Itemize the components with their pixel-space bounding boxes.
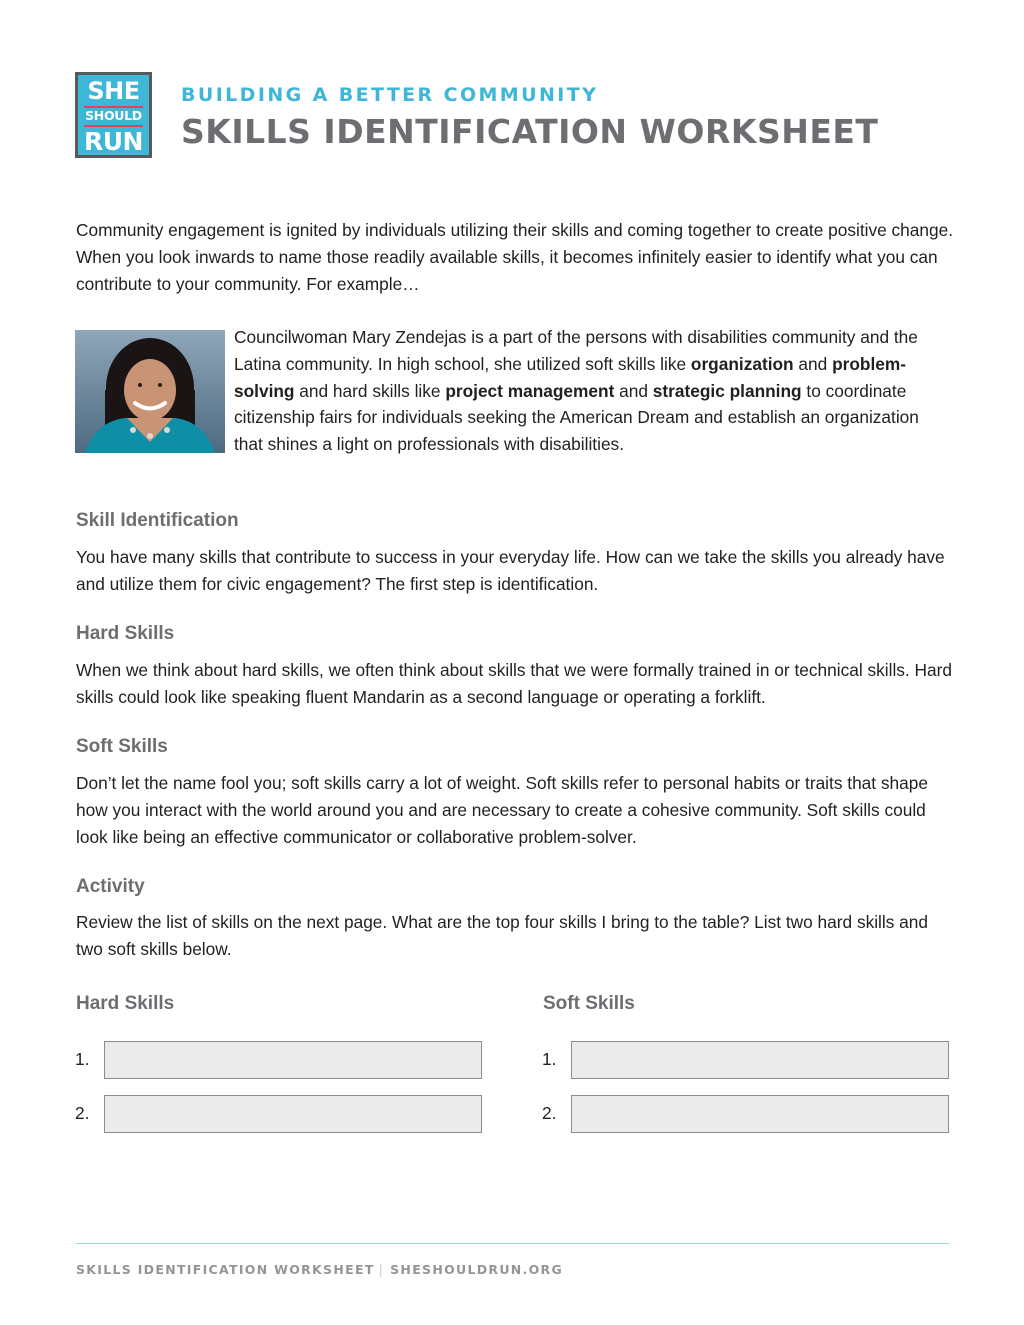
- header-kicker: BUILDING A BETTER COMMUNITY: [181, 84, 599, 106]
- page-title: SKILLS IDENTIFICATION WORKSHEET: [181, 112, 879, 151]
- example-text: and: [793, 353, 833, 374]
- example-bold-organization: organization: [690, 353, 794, 374]
- example-bold-strategic-planning: strategic planning: [652, 380, 802, 401]
- example-bold-problem-solving: problem-solving: [234, 353, 906, 401]
- section-body-hard-skills: When we think about hard skills, we often think about skills that we were formally trained in or technical skills. Hard skills could look like speaking fluent Mandarin as a second language or operating a forklift.: [76, 660, 952, 707]
- she-should-run-logo: [75, 72, 152, 158]
- section-heading-activity: Activity: [76, 876, 145, 897]
- hard-skill-number-1: 1.: [75, 1049, 90, 1069]
- form-heading-hard-skills: Hard Skills: [76, 993, 175, 1014]
- footer-doc-title: SKILLS IDENTIFICATION WORKSHEET: [76, 1262, 375, 1277]
- section-body-activity: Review the list of skills on the next page. What are the top four skills I bring to the table? List two hard skills and two soft skills below.: [76, 912, 929, 959]
- footer-divider: [76, 1243, 949, 1244]
- section-body-soft-skills: Don’t let the name fool you; soft skills carry a lot of weight. Soft skills refer to personal habits or traits that shape how you interact with the world around you and are necessary to create a cohesive community. Soft skills could look like being an effective communicator or collaborative problem-solver.: [76, 773, 928, 847]
- soft-skill-number-1: 1.: [542, 1049, 557, 1069]
- soft-skill-field-1[interactable]: [571, 1041, 949, 1079]
- soft-skill-field-2[interactable]: [571, 1095, 949, 1133]
- example-paragraph: [234, 324, 934, 458]
- example-bold-project-management: project management: [445, 380, 615, 401]
- footer-separator: |: [378, 1262, 385, 1277]
- section-heading-hard-skills: Hard Skills: [76, 623, 175, 644]
- example-text: and hard skills like: [294, 380, 446, 401]
- hard-skill-number-2: 2.: [75, 1103, 90, 1123]
- section-heading-soft-skills: Soft Skills: [76, 736, 168, 757]
- hard-skill-field-1[interactable]: [104, 1041, 482, 1079]
- logo-line-she: SHE: [87, 77, 140, 105]
- logo-line-run: RUN: [84, 127, 143, 156]
- section-heading-skill-identification: Skill Identification: [76, 510, 239, 531]
- hard-skill-field-2[interactable]: [104, 1095, 482, 1133]
- footer: [76, 1262, 563, 1277]
- form-heading-soft-skills: Soft Skills: [543, 993, 635, 1014]
- soft-skill-number-2: 2.: [542, 1103, 557, 1123]
- councilwoman-photo: [75, 330, 225, 453]
- footer-website-link[interactable]: SHESHOULDRUN.ORG: [390, 1262, 564, 1277]
- example-text: and: [614, 380, 653, 401]
- section-body-skill-identification: You have many skills that contribute to success in your everyday life. How can we take the skills you already have and utilize them for civic engagement? The first step is identification.: [76, 547, 945, 594]
- example-text: Councilwoman Mary Zendejas is a part of the persons with disabilities community and the Latina community. In high school, she utilized soft skills like: [234, 327, 918, 374]
- example-text: to coordinate citizenship fairs for individuals seeking the American Dream and establish an organization that shines a light on professionals with disabilities.: [234, 380, 919, 455]
- logo-line-should: SHOULD: [85, 108, 142, 123]
- portrait-illustration: [75, 330, 225, 453]
- intro-paragraph: Community engagement is ignited by individuals utilizing their skills and coming together to create positive change. When you look inwards to name those readily available skills, it becomes infinitely easier to identify what you can contribute to your community. For example…: [76, 220, 954, 294]
